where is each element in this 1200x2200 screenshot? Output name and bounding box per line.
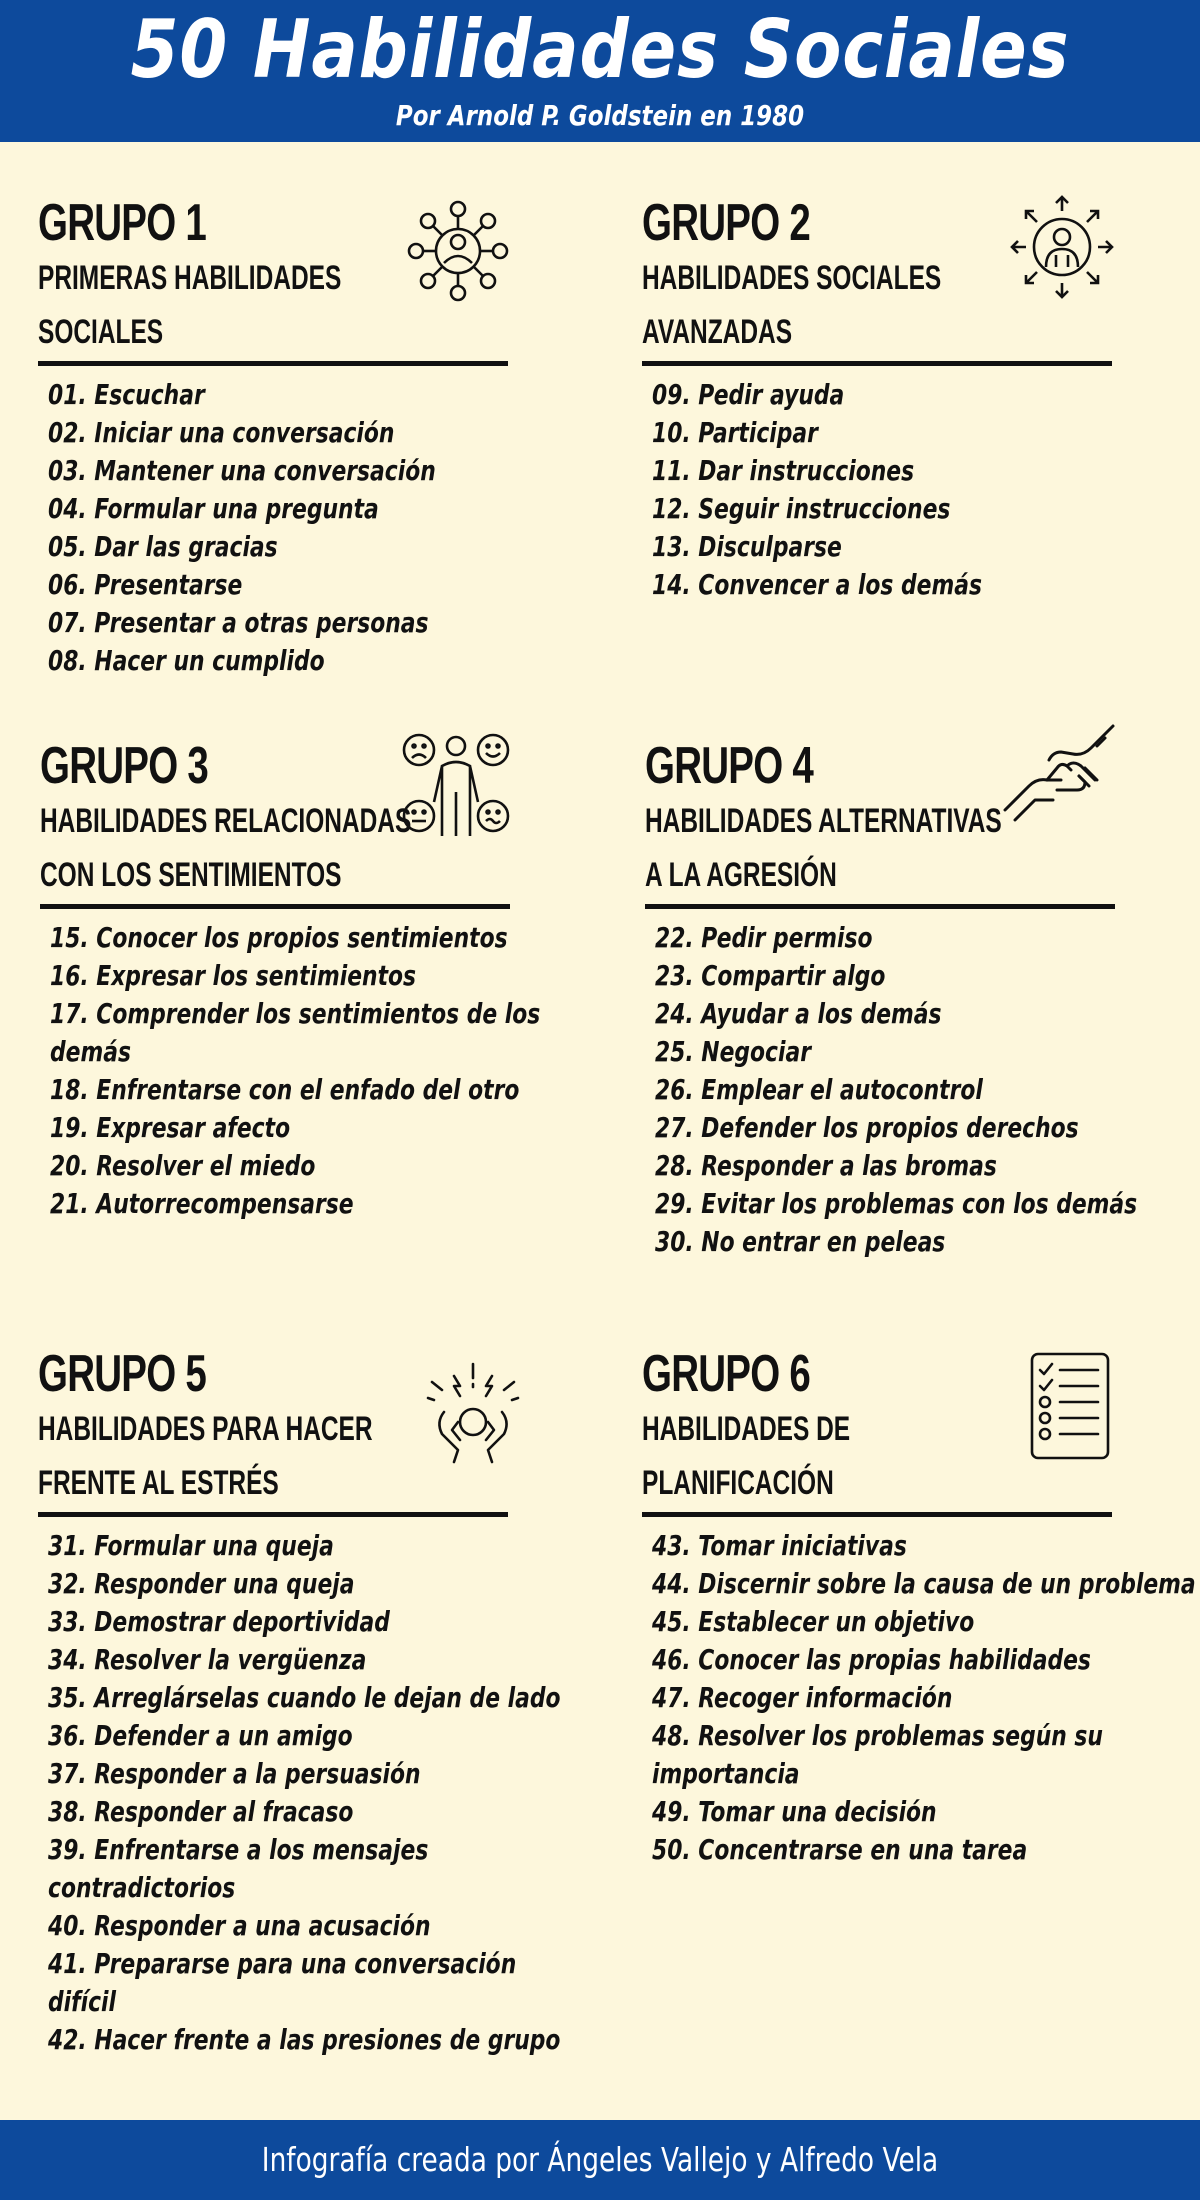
footer-banner	[0, 2120, 1200, 2200]
skill-item: 41. Prepararse para una conversación	[48, 1947, 517, 1980]
skill-item: 01. Escuchar	[48, 378, 205, 411]
group-header	[40, 738, 510, 909]
group-subtitle-line: HABILIDADES ALTERNATIVAS	[645, 802, 1002, 840]
page-title: 50 Habilidades Sociales	[130, 3, 1070, 96]
group-divider	[645, 904, 1115, 909]
group-4	[645, 738, 1200, 1261]
group-3	[40, 738, 600, 1223]
group-2	[642, 195, 1200, 604]
skill-item: 34. Resolver la vergüenza	[48, 1643, 367, 1676]
footer-credit: Infografía creada por Ángeles Vallejo y Alfredo Vela	[261, 2140, 939, 2179]
group-6	[642, 1346, 1200, 1869]
skill-item: 04. Formular una pregunta	[48, 492, 379, 525]
skill-item: 38. Responder al fracaso	[48, 1795, 354, 1828]
skills-list	[645, 919, 1200, 1261]
skill-item-continuation: demás	[50, 1035, 131, 1068]
skills-list	[40, 919, 600, 1223]
skill-item: 23. Compartir algo	[655, 959, 886, 992]
group-header	[645, 738, 1115, 909]
group-subtitle-line: FRENTE AL ESTRÉS	[38, 1464, 279, 1502]
skill-item: 43. Tomar iniciativas	[652, 1529, 907, 1562]
skills-list	[38, 376, 598, 680]
skill-item: 44. Discernir sobre la causa de un problema	[652, 1567, 1196, 1600]
skill-item: 18. Enfrentarse con el enfado del otro	[50, 1073, 520, 1106]
skill-item: 42. Hacer frente a las presiones de grupo	[48, 2023, 561, 2056]
skill-item: 31. Formular una queja	[48, 1529, 334, 1562]
skill-item: 30. No entrar en peleas	[655, 1225, 946, 1258]
checklist-icon	[1028, 1352, 1112, 1460]
skills-list	[38, 1527, 598, 2059]
group-subtitle	[38, 251, 355, 359]
group-divider	[642, 1512, 1112, 1517]
skill-item: 09. Pedir ayuda	[652, 378, 845, 411]
group-5	[38, 1346, 598, 2059]
stress-head-icon	[424, 1360, 522, 1464]
group-subtitle-line: A LA AGRESIÓN	[645, 856, 837, 894]
skill-item: 10. Participar	[652, 416, 818, 449]
skill-item: 36. Defender a un amigo	[48, 1719, 353, 1752]
skill-item: 32. Responder una queja	[48, 1567, 355, 1600]
skill-item: 47. Recoger información	[652, 1681, 953, 1714]
group-subtitle-line: PRIMERAS HABILIDADES	[38, 259, 342, 297]
group-header	[642, 1346, 1112, 1517]
group-title: GRUPO 2	[642, 194, 811, 252]
skills-list	[642, 1527, 1200, 1869]
skill-item-continuation: importancia	[652, 1757, 800, 1790]
skill-item: 19. Expresar afecto	[50, 1111, 291, 1144]
skill-item: 49. Tomar una decisión	[652, 1795, 937, 1828]
skill-item-continuation: difícil	[48, 1985, 117, 2018]
group-subtitle	[40, 794, 412, 902]
group-divider	[40, 904, 510, 909]
group-subtitle-line: AVANZADAS	[642, 313, 793, 351]
group-header	[38, 1346, 508, 1517]
group-title: GRUPO 4	[645, 737, 814, 795]
group-subtitle-line: CON LOS SENTIMIENTOS	[40, 856, 342, 894]
header-banner	[0, 0, 1200, 142]
helping-hands-icon	[1001, 722, 1117, 826]
group-subtitle-line: HABILIDADES SOCIALES	[642, 259, 942, 297]
person-arrows-icon	[1010, 195, 1114, 299]
person-emotions-icon	[402, 732, 510, 836]
skill-item: 03. Mantener una conversación	[48, 454, 436, 487]
skill-item: 05. Dar las gracias	[48, 530, 278, 563]
skill-item: 06. Presentarse	[48, 568, 243, 601]
skill-item: 50. Concentrarse en una tarea	[652, 1833, 1028, 1866]
group-divider	[38, 361, 508, 366]
skill-item: 28. Responder a las bromas	[655, 1149, 997, 1182]
group-header	[642, 195, 1112, 366]
group-divider	[38, 1512, 508, 1517]
skill-item: 02. Iniciar una conversación	[48, 416, 395, 449]
skill-item: 27. Defender los propios derechos	[655, 1111, 1079, 1144]
skill-item: 14. Convencer a los demás	[652, 568, 982, 601]
skill-item: 07. Presentar a otras personas	[48, 606, 429, 639]
skill-item: 12. Seguir instrucciones	[652, 492, 951, 525]
skill-item: 40. Responder a una acusación	[48, 1909, 431, 1942]
skill-item: 24. Ayudar a los demás	[655, 997, 942, 1030]
skill-item: 16. Expresar los sentimientos	[50, 959, 417, 992]
skill-item: 13. Disculparse	[652, 530, 842, 563]
skill-item: 22. Pedir permiso	[655, 921, 873, 954]
group-subtitle-line: HABILIDADES DE	[642, 1410, 851, 1448]
group-subtitle-line: PLANIFICACIÓN	[642, 1464, 834, 1502]
skills-list	[642, 376, 1200, 604]
group-subtitle	[642, 251, 959, 359]
skill-item: 15. Conocer los propios sentimientos	[50, 921, 508, 954]
skill-item: 26. Emplear el autocontrol	[655, 1073, 983, 1106]
group-title: GRUPO 6	[642, 1345, 811, 1403]
group-header	[38, 195, 508, 366]
skill-item: 20. Resolver el miedo	[50, 1149, 316, 1182]
network-people-icon	[406, 199, 510, 303]
group-divider	[642, 361, 1112, 366]
group-subtitle	[642, 1402, 959, 1510]
skill-item: 37. Responder a la persuasión	[48, 1757, 421, 1790]
group-title: GRUPO 1	[38, 194, 207, 252]
group-subtitle-line: SOCIALES	[38, 313, 164, 351]
skill-item-continuation: contradictorios	[48, 1871, 236, 1904]
group-title: GRUPO 5	[38, 1345, 207, 1403]
skill-item: 21. Autorrecompensarse	[50, 1187, 354, 1220]
group-subtitle	[38, 1402, 373, 1510]
skill-item: 17. Comprender los sentimientos de los	[50, 997, 541, 1030]
skill-item: 46. Conocer las propias habilidades	[652, 1643, 1091, 1676]
skill-item: 45. Establecer un objetivo	[652, 1605, 975, 1638]
group-title: GRUPO 3	[40, 737, 209, 795]
skill-item: 48. Resolver los problemas según su	[652, 1719, 1103, 1752]
page-subtitle: Por Arnold P. Goldstein en 1980	[395, 99, 805, 132]
skill-item: 39. Enfrentarse a los mensajes	[48, 1833, 429, 1866]
skill-item: 25. Negociar	[655, 1035, 811, 1068]
group-subtitle	[645, 794, 1002, 902]
group-1	[38, 195, 598, 680]
group-subtitle-line: HABILIDADES PARA HACER	[38, 1410, 373, 1448]
skill-item: 11. Dar instrucciones	[652, 454, 915, 487]
skill-item: 35. Arreglárselas cuando le dejan de lado	[48, 1681, 561, 1714]
skill-item: 08. Hacer un cumplido	[48, 644, 325, 677]
group-subtitle-line: HABILIDADES RELACIONADAS	[40, 802, 412, 840]
skill-item: 33. Demostrar deportividad	[48, 1605, 390, 1638]
skill-item: 29. Evitar los problemas con los demás	[655, 1187, 1138, 1220]
